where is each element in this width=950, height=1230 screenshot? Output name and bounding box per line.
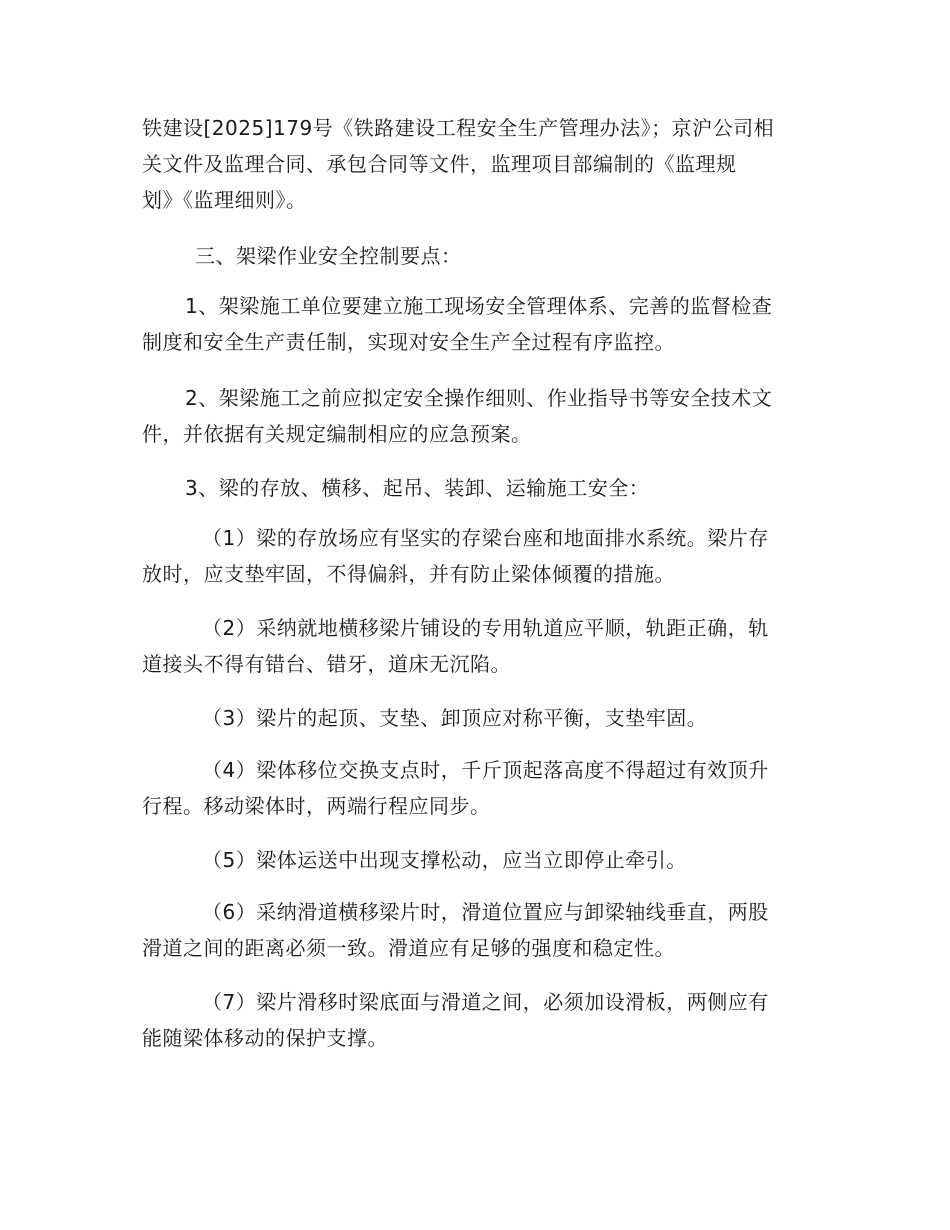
item-2-line-2: 件，并依据有关规定编制相应的应急预案。 — [142, 422, 532, 446]
subitem-3-line-1: （3）梁片的起顶、支垫、卸顶应对称平衡，支垫牢固。 — [202, 706, 708, 730]
subitem-5-line-1: （5）梁体运送中出现支撑松动，应当立即停止牵引。 — [202, 848, 687, 872]
subitem-6-line-1: （6）采纳滑道横移梁片时，滑道位置应与卸梁轴线垂直，两股 — [202, 900, 769, 924]
intro-paragraph — [142, 110, 810, 218]
intro-line-3: 划》《监理细则》。 — [142, 188, 307, 212]
subitem-7-line-1: （7）梁片滑移时梁底面与滑道之间，必须加设滑板，两侧应有 — [202, 990, 769, 1014]
item-2-paragraph — [142, 380, 810, 452]
subitem-4-paragraph — [142, 752, 810, 824]
intro-line-1: 铁建设[2025]179号《铁路建设工程安全生产管理办法》；京沪公司相 — [142, 116, 775, 140]
item-1-line-1: 1、架梁施工单位要建立施工现场安全管理体系、完善的监督检查 — [185, 294, 773, 318]
subitem-2-line-2: 道接头不得有错台、错牙，道床无沉陷。 — [142, 652, 511, 676]
item-2-line-1: 2、架梁施工之前应拟定安全操作细则、作业指导书等安全技术文 — [185, 386, 773, 410]
subitem-4-line-2: 行程。移动梁体时，两端行程应同步。 — [142, 794, 491, 818]
subitem-7-paragraph — [142, 984, 810, 1056]
subitem-4-line-1: （4）梁体移位交换支点时，千斤顶起落高度不得超过有效顶升 — [202, 758, 769, 782]
subitem-1-line-1: （1）梁的存放场应有坚实的存梁台座和地面排水系统。梁片存 — [202, 526, 769, 550]
section-heading-text: 三、架梁作业安全控制要点： — [195, 244, 462, 268]
item-3-paragraph — [142, 470, 810, 506]
subitem-2-line-1: （2）采纳就地横移梁片铺设的专用轨道应平顺，轨距正确，轨 — [202, 616, 769, 640]
subitem-5-paragraph — [142, 842, 810, 878]
subitem-6-paragraph — [142, 894, 810, 966]
subitem-7-line-2: 能随梁体移动的保护支撑。 — [142, 1026, 388, 1050]
subitem-1-paragraph — [142, 520, 810, 592]
item-3-line-1: 3、梁的存放、横移、起吊、装卸、运输施工安全： — [185, 476, 650, 500]
intro-line-2: 关文件及监理合同、承包合同等文件，监理项目部编制的《监理规 — [142, 152, 737, 176]
section-heading — [195, 238, 863, 274]
item-1-line-2: 制度和安全生产责任制，实现对安全生产全过程有序监控。 — [142, 330, 675, 354]
subitem-2-paragraph — [142, 610, 810, 682]
subitem-1-line-2: 放时，应支垫牢固，不得偏斜，并有防止梁体倾覆的措施。 — [142, 562, 675, 586]
item-1-paragraph — [142, 288, 810, 360]
subitem-6-line-2: 滑道之间的距离必须一致。滑道应有足够的强度和稳定性。 — [142, 936, 675, 960]
subitem-3-paragraph — [142, 700, 810, 736]
